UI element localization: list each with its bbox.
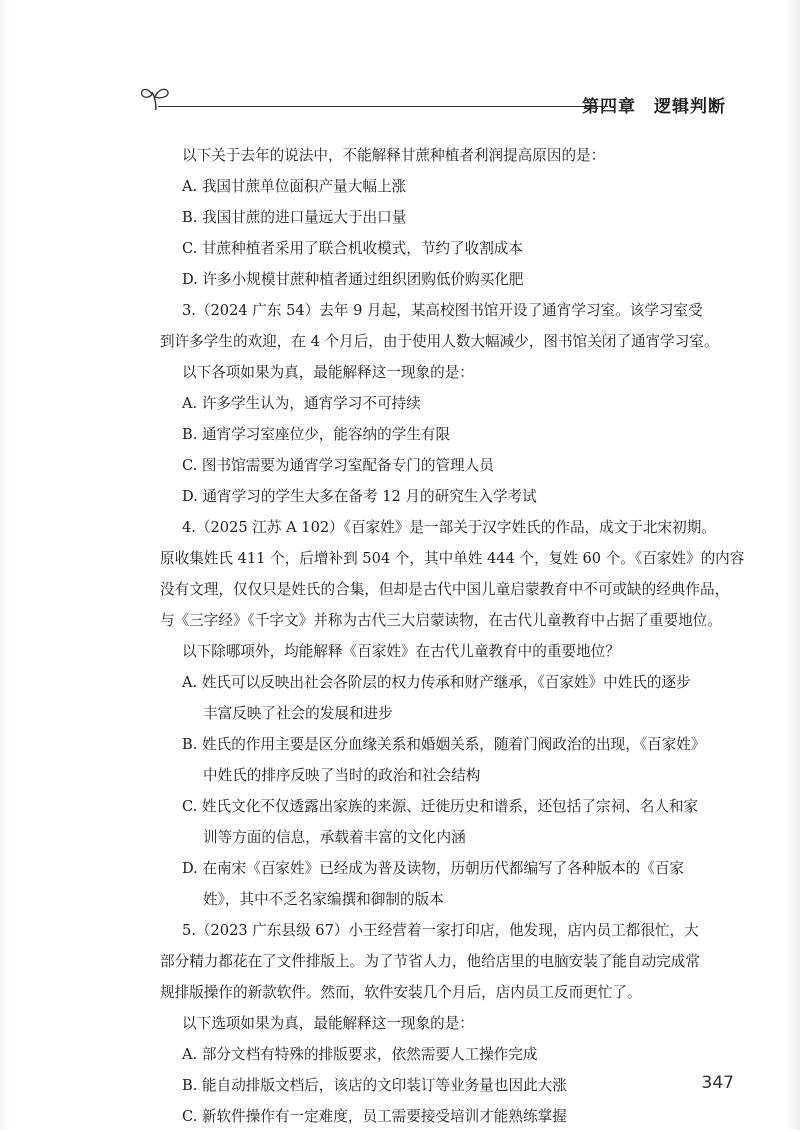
text-line: A. 我国甘蔗单位面积产量大幅上涨 xyxy=(182,178,407,195)
text-line: B. 姓氏的作用主要是区分血缘关系和婚姻关系，随着门阀政治的出现，《百家姓》 xyxy=(182,736,706,753)
text-line: A. 部分文档有特殊的排版要求，依然需要人工操作完成 xyxy=(182,1046,538,1063)
text-line: C. 姓氏文化不仅透露出家族的来源、迁徙历史和谱系，还包括了宗祠、名人和家 xyxy=(182,798,699,815)
text-line: 与《三字经》《千字文》并称为古代三大启蒙读物，在古代儿童教育中占据了重要地位。 xyxy=(160,612,722,629)
text-line: 以下除哪项外，均能解释《百家姓》在古代儿童教育中的重要地位？ xyxy=(182,643,620,660)
text-line: 部分精力都花在了文件排版上。为了节省人力，他给店里的电脑安装了能自动完成常 xyxy=(160,953,700,970)
text-line: D. 在南宋《百家姓》已经成为普及读物，历朝历代都编写了各种版本的《百家 xyxy=(182,860,685,877)
text-line: D. 通宵学习的学生大多在备考 12 月的研究生入学考试 xyxy=(182,488,537,505)
text-line: B. 通宵学习室座位少，能容纳的学生有限 xyxy=(182,426,451,443)
text-line: 5.（2023 广东县级 67）小王经营着一家打印店，他发现，店内员工都很忙，大 xyxy=(182,922,699,939)
text-line: D. 许多小规模甘蔗种植者通过组织团购低价购买化肥 xyxy=(182,271,524,288)
text-line: C. 甘蔗种植者采用了联合机收模式，节约了收割成本 xyxy=(182,240,523,257)
page-number: 347 xyxy=(701,1073,734,1093)
text-line: 到许多学生的欢迎，在 4 个月后，由于使用人数大幅减少，图书馆关闭了通宵学习室。 xyxy=(160,333,719,350)
text-line: 规排版操作的新款软件。然而，软件安装几个月后，店内员工反而更忙了。 xyxy=(160,984,642,1001)
text-line: C. 新软件操作有一定难度，员工需要接受培训才能熟练掌握 xyxy=(182,1108,567,1125)
text-line: B. 我国甘蔗的进口量远大于出口量 xyxy=(182,209,407,226)
text-line: 4.（2025 江苏 A 102）《百家姓》是一部关于汉字姓氏的作品，成文于北宋初期。 xyxy=(182,519,716,536)
sprout-icon xyxy=(138,84,174,112)
text-line: 中姓氏的排序反映了当时的政治和社会结构 xyxy=(203,767,481,784)
page-edge-shadow-right xyxy=(786,0,800,1130)
text-line: B. 能自动排版文档后，该店的文印装订等业务量也因此大涨 xyxy=(182,1077,567,1094)
text-line: 以下各项如果为真，最能解释这一现象的是： xyxy=(182,364,474,381)
text-line: 没有文理，仅仅只是姓氏的合集，但却是古代中国儿童启蒙教育中不可或缺的经典作品， xyxy=(160,581,730,598)
text-line: 以下关于去年的说法中，不能解释甘蔗种植者利润提高原因的是： xyxy=(182,147,606,164)
text-line: C. 图书馆需要为通宵学习室配备专门的管理人员 xyxy=(182,457,494,474)
text-line: 3.（2024 广东 54）去年 9 月起，某高校图书馆开设了通宵学习室。该学习室受 xyxy=(182,302,703,319)
page-header xyxy=(138,84,728,124)
text-line: 姓》，其中不乏名家编撰和御制的版本 xyxy=(203,891,444,908)
text-line: 原收集姓氏 411 个，后增补到 504 个，其中单姓 444 个，复姓 60 个。《百家姓》的内容 xyxy=(160,550,745,567)
page-body xyxy=(160,140,745,1132)
header-rule xyxy=(158,106,608,107)
chapter-title: 第四章 逻辑判断 xyxy=(582,97,726,117)
text-line: 以下选项如果为真，最能解释这一现象的是： xyxy=(182,1015,474,1032)
text-line: 训等方面的信息，承载着丰富的文化内涵 xyxy=(203,829,466,846)
text-line: 丰富反映了社会的发展和进步 xyxy=(203,705,393,722)
page-edge-shadow-left xyxy=(0,0,10,1130)
text-line: A. 许多学生认为，通宵学习不可持续 xyxy=(182,395,421,412)
text-line: A. 姓氏可以反映出社会各阶层的权力传承和财产继承，《百家姓》中姓氏的逐步 xyxy=(182,674,691,691)
